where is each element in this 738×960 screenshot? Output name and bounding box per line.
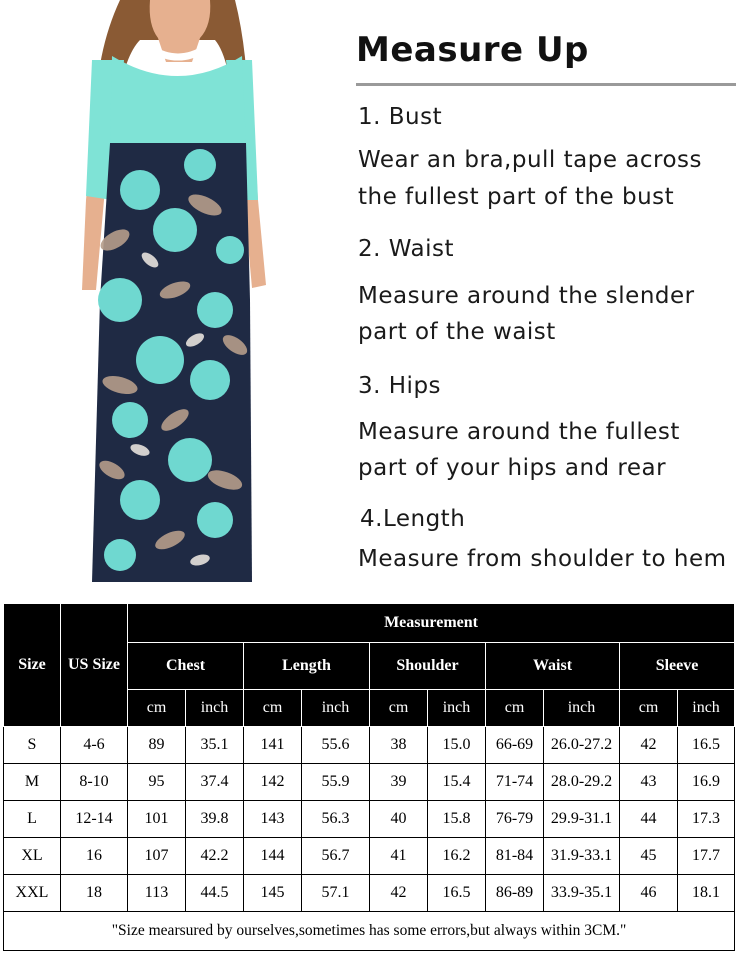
step-hips-heading: 3. Hips xyxy=(358,373,442,399)
cell: 55.9 xyxy=(302,764,370,801)
cell: 143 xyxy=(244,801,302,838)
cell: 26.0-27.2 xyxy=(544,727,620,764)
cell: 86-89 xyxy=(486,875,544,912)
cell: 95 xyxy=(128,764,186,801)
cell: 15.4 xyxy=(428,764,486,801)
table-row xyxy=(4,727,735,764)
cell: 40 xyxy=(370,801,428,838)
cell: 39 xyxy=(370,764,428,801)
step-length-heading: 4.Length xyxy=(360,506,466,532)
step-waist-line-2: part of the waist xyxy=(358,319,556,345)
cell: 71-74 xyxy=(486,764,544,801)
cell: 141 xyxy=(244,727,302,764)
unit-header: cm xyxy=(370,690,428,727)
header-size: Size xyxy=(4,604,61,727)
cell: 15.8 xyxy=(428,801,486,838)
cell: 41 xyxy=(370,838,428,875)
cell: 17.3 xyxy=(678,801,735,838)
cell: 42 xyxy=(370,875,428,912)
cell: XL xyxy=(4,838,61,875)
table-row xyxy=(4,764,735,801)
cell: 101 xyxy=(128,801,186,838)
cell: 18 xyxy=(61,875,128,912)
cell: S xyxy=(4,727,61,764)
cell: 39.8 xyxy=(186,801,244,838)
cell: 17.7 xyxy=(678,838,735,875)
step-bust-line-2: the fullest part of the bust xyxy=(358,184,675,210)
unit-header: inch xyxy=(544,690,620,727)
cell: 89 xyxy=(128,727,186,764)
cell: 81-84 xyxy=(486,838,544,875)
cell: 43 xyxy=(620,764,678,801)
unit-header: inch xyxy=(678,690,735,727)
step-waist-line-1: Measure around the slender xyxy=(358,283,695,309)
cell: 16.5 xyxy=(428,875,486,912)
measure-guide xyxy=(356,0,738,590)
unit-header: cm xyxy=(244,690,302,727)
header-sleeve: Sleeve xyxy=(620,643,735,690)
cell: 33.9-35.1 xyxy=(544,875,620,912)
unit-header: inch xyxy=(302,690,370,727)
cell: 31.9-33.1 xyxy=(544,838,620,875)
cell: 16.9 xyxy=(678,764,735,801)
cell: L xyxy=(4,801,61,838)
header-shoulder: Shoulder xyxy=(370,643,486,690)
cell: 18.1 xyxy=(678,875,735,912)
cell: 29.9-31.1 xyxy=(544,801,620,838)
cell: 57.1 xyxy=(302,875,370,912)
step-waist-heading: 2. Waist xyxy=(358,236,455,262)
cell: 38 xyxy=(370,727,428,764)
cell: 45 xyxy=(620,838,678,875)
cell: 107 xyxy=(128,838,186,875)
cell: 4-6 xyxy=(61,727,128,764)
cell: 142 xyxy=(244,764,302,801)
title-divider xyxy=(356,83,736,86)
header-waist: Waist xyxy=(486,643,620,690)
cell: 56.7 xyxy=(302,838,370,875)
step-hips-line-1: Measure around the fullest xyxy=(358,419,680,445)
header-chest: Chest xyxy=(128,643,244,690)
unit-header: inch xyxy=(186,690,244,727)
step-hips-line-2: part of your hips and rear xyxy=(358,455,667,481)
unit-header: inch xyxy=(428,690,486,727)
size-note: "Size mearsured by ourselves,sometimes has some errors,but always within 3CM." xyxy=(4,912,735,951)
header-length: Length xyxy=(244,643,370,690)
table-row xyxy=(4,801,735,838)
cell: 66-69 xyxy=(486,727,544,764)
step-bust-line-1: Wear an bra,pull tape across xyxy=(358,147,703,173)
cell: 16.5 xyxy=(678,727,735,764)
cell: 12-14 xyxy=(61,801,128,838)
cell: 8-10 xyxy=(61,764,128,801)
cell: 56.3 xyxy=(302,801,370,838)
unit-header: cm xyxy=(620,690,678,727)
step-bust-heading: 1. Bust xyxy=(358,104,443,130)
table-row xyxy=(4,838,735,875)
guide-title: Measure Up xyxy=(356,30,589,70)
size-chart-table xyxy=(3,603,735,951)
cell: 42.2 xyxy=(186,838,244,875)
cell: 35.1 xyxy=(186,727,244,764)
cell: 16 xyxy=(61,838,128,875)
unit-header: cm xyxy=(486,690,544,727)
step-length-line-1: Measure from shoulder to hem xyxy=(358,546,727,572)
header-us-size: US Size xyxy=(61,604,128,727)
table-row xyxy=(4,875,735,912)
cell: 28.0-29.2 xyxy=(544,764,620,801)
cell: 76-79 xyxy=(486,801,544,838)
cell: 42 xyxy=(620,727,678,764)
cell: 113 xyxy=(128,875,186,912)
cell: 16.2 xyxy=(428,838,486,875)
cell: 37.4 xyxy=(186,764,244,801)
cell: 55.6 xyxy=(302,727,370,764)
unit-header: cm xyxy=(128,690,186,727)
cell: XXL xyxy=(4,875,61,912)
cell: M xyxy=(4,764,61,801)
header-measurement: Measurement xyxy=(128,604,735,643)
product-photo xyxy=(0,0,345,590)
cell: 145 xyxy=(244,875,302,912)
cell: 44 xyxy=(620,801,678,838)
dress-model-image xyxy=(0,0,345,590)
cell: 44.5 xyxy=(186,875,244,912)
cell: 144 xyxy=(244,838,302,875)
cell: 15.0 xyxy=(428,727,486,764)
cell: 46 xyxy=(620,875,678,912)
